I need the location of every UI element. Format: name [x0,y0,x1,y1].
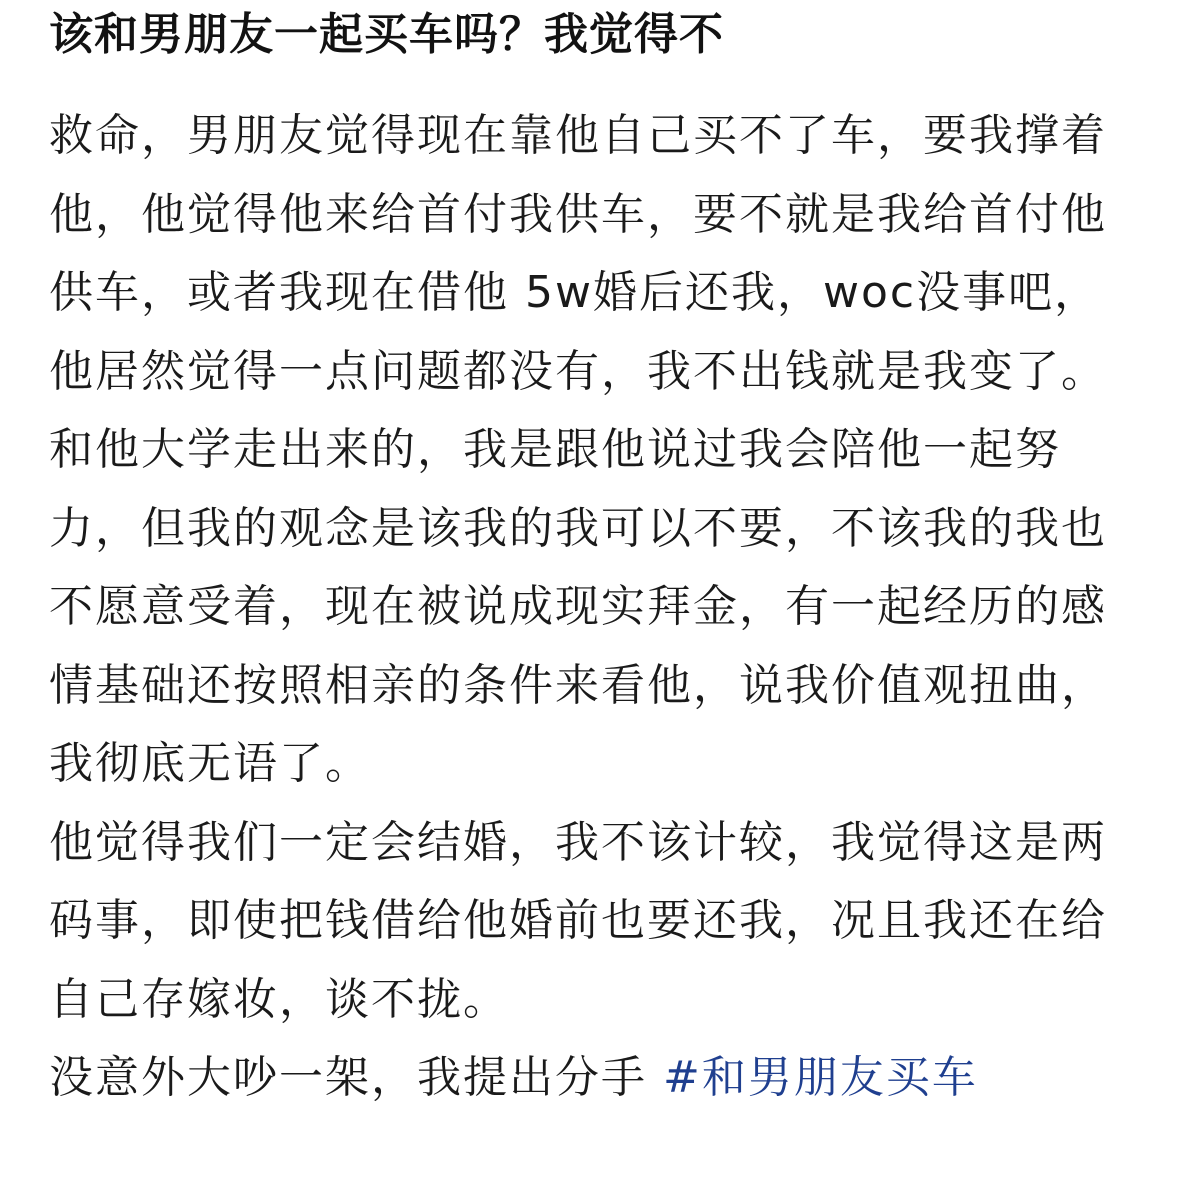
post-paragraph-2: 和他大学走出来的，我是跟他说过我会陪他一起努力，但我的观念是该我的我可以不要，不该我的我也不愿意受着，现在被说成现实拜金，有一起经历的感情基础还按照相亲的条件来看他，说我价值观扭曲，我彻底无语了。 [49,424,1107,789]
post-content [49,0,1139,1118]
post-paragraph-4 [49,1039,1139,1118]
post-paragraph-3: 他觉得我们一定会结婚，我不该计较，我觉得这是两码事，即使把钱借给他婚前也要还我，况且我还在给自己存嫁妆，谈不拢。 [49,816,1107,1025]
post-paragraph-4-text: 没意外大吵一架，我提出分手 [49,1052,663,1103]
post-paragraph-1: 救命，男朋友觉得现在靠他自己买不了车，要我撑着他，他觉得他来给首付我供车，要不就是我给首付他供车，或者我现在借他 5w婚后还我，woc没事吧，他居然觉得一点问题都没有，我不出钱就是我变了。 [49,110,1107,397]
post-body [49,97,1139,1118]
post-title: 该和男朋友一起买车吗？我觉得不 [49,9,724,60]
hashtag-link[interactable]: #和男朋友买车 [663,1052,978,1103]
